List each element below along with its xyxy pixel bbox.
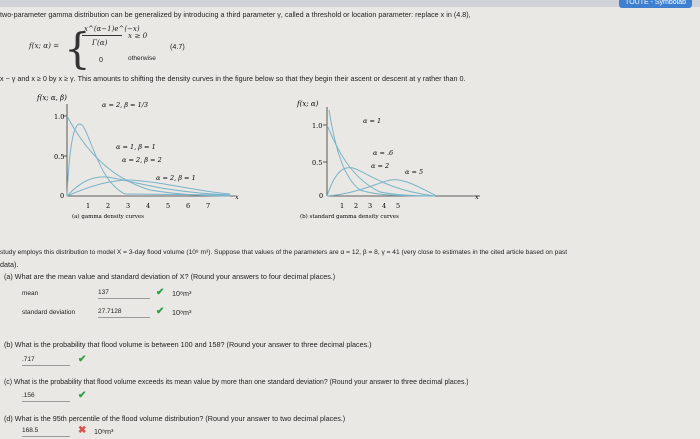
extension-badge[interactable]: TOUTE - Symbolab (619, 0, 692, 8)
check-icon: ✔ (78, 390, 87, 401)
intro-line-2: x − γ and x ≥ 0 by x ≥ γ. This amounts to shifting the density curves in the figure below so that they begin their ascent or descent at γ rather than 0. (0, 74, 466, 83)
figure-b-xtick: 4 (382, 202, 387, 210)
figure-b-curve-label-4: α = 5 (405, 168, 424, 176)
figure-a-xtick: 4 (146, 202, 151, 210)
sd-unit: 10⁸m³ (172, 308, 192, 317)
mean-unit: 10⁸m³ (172, 289, 192, 298)
figure-b-ylabel: f(x; α) (297, 100, 319, 108)
formula-denominator: Γ(α) (92, 38, 108, 47)
figure-a-ytick-0: 0 (60, 192, 65, 200)
mean-label: mean (22, 290, 39, 297)
figure-a-xticks (86, 202, 210, 210)
question-b: (b) What is the probability that flood volume is between 100 and 158? (Round your answer to three decimal places.) (4, 340, 372, 349)
figure-b-xticks (340, 202, 400, 210)
figure-a-curve-label-1: α = 2, β = 1/3 (102, 101, 149, 109)
formula-brace: { (64, 24, 91, 73)
fraction-bar (82, 35, 122, 36)
figure-a-xtick: 1 (86, 202, 91, 210)
figure-a-curve-label-2: α = 1, β = 1 (116, 143, 156, 151)
figure-b-xtick: 1 (340, 202, 345, 210)
mean-input[interactable]: 137 (98, 288, 150, 299)
figure-a-ylabel: f(x; α, β) (37, 94, 67, 102)
figure-b-curve-label-3: α = 2 (371, 162, 390, 170)
answer-b-input[interactable]: .717 (22, 355, 70, 366)
formula-numerator: x^(α−1)e^(−x) (84, 25, 140, 33)
check-icon: ✔ (156, 306, 165, 317)
question-a: (a) What are the mean value and standard deviation of X? (Round your answers to four decimal places.) (4, 272, 336, 281)
check-icon: ✔ (156, 287, 165, 298)
condition-2: otherwise (128, 55, 156, 62)
figure-a-curve-label-4: α = 2, β = 1 (156, 174, 196, 182)
figure-a-caption: (a) gamma density curves (72, 214, 144, 220)
figure-a-xaxis-label: x (235, 193, 239, 201)
answer-c-input[interactable]: .156 (22, 391, 70, 402)
question-d: (d) What is the 95th percentile of the flood volume distribution? (Round your answer to two decimal places.) (4, 414, 346, 423)
problem-text-2: data). (0, 260, 19, 269)
cross-icon: ✖ (78, 425, 87, 436)
figure-b-ytick-05: 0.5 (312, 159, 323, 167)
figure-a-xtick: 2 (106, 202, 111, 210)
figure-b-ytick-1: 1.0 (312, 122, 323, 130)
figure-a-gamma-density (30, 92, 270, 222)
check-icon: ✔ (78, 354, 87, 365)
equation-number: (4.7) (170, 42, 185, 51)
answer-d-input[interactable]: 168.5 (22, 426, 70, 437)
figure-a-xtick: 3 (126, 202, 131, 210)
figure-a-xtick: 5 (166, 202, 171, 210)
figure-b-xtick: 3 (368, 202, 373, 210)
figure-b-ytick-0: 0 (319, 192, 324, 200)
sd-input[interactable]: 27.7128 (98, 307, 150, 318)
browser-top-strip (0, 0, 700, 7)
answer-d-unit: 10⁸m³ (94, 427, 114, 436)
figure-b-xaxis-label: x (475, 193, 479, 201)
figure-b-caption: (b) standard gamma density curves (300, 214, 399, 220)
problem-text-1: study employs this distribution to model X = 3-day flood volume (10⁸ m³). Suppose that values of the parameters are α = 12, β = 8, γ = 41 (very close to estimates in the cited article based on past (0, 249, 568, 256)
formula-lhs: f(x; α) = (29, 41, 60, 50)
figure-b-xtick: 2 (354, 202, 359, 210)
figure-b-standard-gamma (285, 92, 495, 222)
figure-a-xtick: 6 (186, 202, 191, 210)
zero-case: 0 (99, 55, 103, 64)
figure-a-curve-label-3: α = 2, β = 2 (122, 156, 162, 164)
figure-a-ytick-05: 0.5 (54, 153, 65, 161)
question-c: (c) What is the probability that flood volume exceeds its mean value by more than one standard deviation? (Round your answer to three decimal places.) (4, 379, 469, 386)
figure-b-curve-label-1: α = 1 (363, 117, 382, 125)
sd-label: standard deviation (22, 309, 76, 316)
figure-b-xtick: 5 (396, 202, 401, 210)
figure-a-ytick-1: 1.0 (54, 113, 65, 121)
figure-a-xtick: 7 (206, 202, 211, 210)
intro-line-1: two-parameter gamma distribution can be generalized by introducing a third parameter γ, called a threshold or location parameter: replace x in (4.8), (0, 10, 471, 19)
condition-1: x ≥ 0 (128, 31, 148, 40)
figure-b-curve-label-2: α = .6 (373, 149, 394, 157)
